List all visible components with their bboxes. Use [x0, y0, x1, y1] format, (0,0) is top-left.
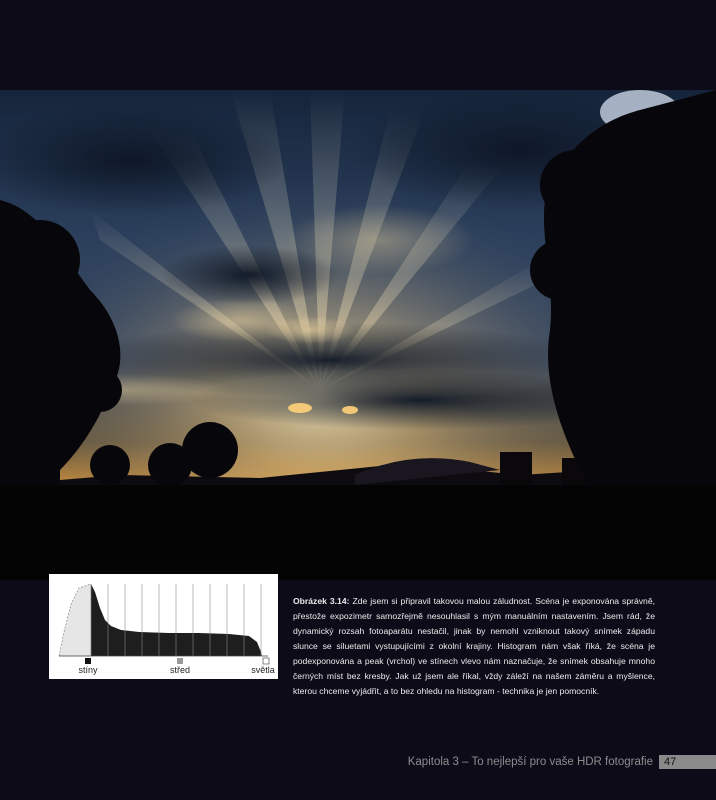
shadows-marker: [85, 658, 91, 664]
page-number: 47: [659, 755, 716, 769]
highlights-marker: [263, 658, 269, 664]
page-footer: [408, 754, 716, 770]
caption-label: Obrázek 3.14:: [293, 596, 350, 606]
caption-text: Zde jsem si připravil takovou malou záludnost. Scéna je exponována správně, přestože expozimetr samozřejmě nesouhlasil s mým manuálním nastavením. Jsem rád, že dynamický rozsah fotoaparátu nestačil, jinak by nemohl vzniknout takový snímek západu slunce se siluetami vystupujícími z okolní krajiny. Histogram nám však říká, že scéna je podexponována a peak (vrchol) ve stínech vlevo nám naznačuje, že snímek obsahuje mnoho černých míst bez kresby. Jak už jsem ale říkal, vždy záleží na našem záměru a myšlence, kterou chceme vyjádřit, a to bez ohledu na histogram - technika je jen pomocník.: [293, 596, 656, 696]
histogram-label-highlights: světla: [251, 665, 275, 675]
midtones-marker: [177, 658, 183, 664]
histogram-label-shadows: stíny: [78, 665, 98, 675]
chapter-title: Kapitola 3 – To nejlepší pro vaše HDR fotografie: [407, 756, 653, 768]
histogram-figure: [49, 574, 278, 679]
figure-caption: [293, 594, 655, 699]
sunset-photo: [0, 90, 716, 580]
histogram-label-midtones: střed: [169, 665, 191, 675]
